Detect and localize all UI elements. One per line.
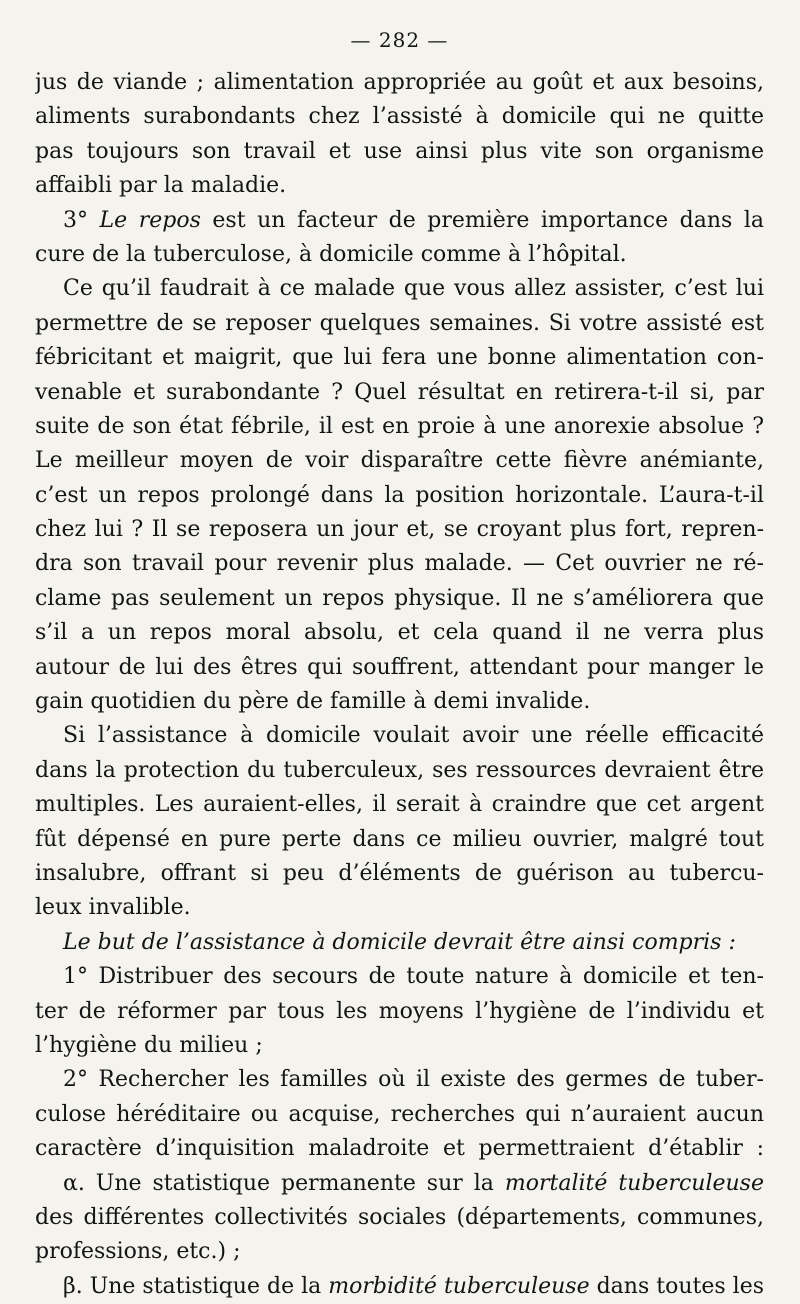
text-line: permettre de se reposer quelques semaines. Si votre assisté est (35, 310, 764, 336)
text-line: jus de viande ; alimentation appropriée au goût et aux besoins, (35, 70, 764, 95)
text-run: α. Une statistique permanente sur la (63, 1170, 505, 1196)
text-line: cure de la tuberculose, à domicile comme à l’hôpital. (35, 241, 627, 267)
text-line-repos (35, 204, 764, 238)
text-line: gain quotidien du père de famille à demi invalide. (35, 689, 591, 715)
page-number: — 282 — (350, 28, 449, 52)
italic-run: Le repos (99, 207, 201, 233)
text-block (35, 66, 764, 1304)
text-line: autour de lui des êtres qui souffrent, attendant pour manger le (35, 654, 764, 680)
text-line: clame pas seulement un repos physique. Il ne s’améliorera que (35, 585, 764, 611)
text-line: aliments surabondants chez l’assisté à domicile qui ne quitte (35, 104, 764, 130)
text-line: professions, etc.) ; (35, 1239, 241, 1265)
text-line: Ce qu’il faudrait à ce malade que vous allez assister, c’est lui (63, 276, 764, 302)
text-line: insalubre, offrant si peu d’éléments de guérison au tubercu- (35, 860, 764, 886)
text-line: affaibli par la maladie. (35, 173, 287, 199)
text-line: dra son travail pour revenir plus malade. — Cet ouvrier ne ré- (35, 551, 764, 577)
text-line: suite de son état fébrile, il est en proie à une anorexie absolue ? (35, 413, 764, 439)
text-run: dans toutes les (589, 1273, 764, 1299)
text-line: culose héréditaire ou acquise, recherches qui n’auraient aucun (35, 1101, 764, 1127)
text-line-beta (35, 1270, 764, 1304)
text-line: 2° Rechercher les familles où il existe des germes de tuber- (63, 1067, 764, 1093)
italic-run: morbidité tuberculeuse (328, 1273, 590, 1299)
text-line: chez lui ? Il se reposera un jour et, se croyant plus fort, repren- (35, 517, 764, 543)
text-line: c’est un repos prolongé dans la position horizontale. L’aura-t-il (35, 482, 764, 508)
text-line: pas toujours son travail et use ainsi plus vite son organisme (35, 138, 764, 164)
text-run: est un facteur de première importance dans la (200, 207, 764, 233)
text-line: Si l’assistance à domicile voulait avoir une réelle efficacité (63, 723, 764, 749)
text-line: fût dépensé en pure perte dans ce milieu ouvrier, malgré tout (35, 826, 764, 852)
text-line: 1° Distribuer des secours de toute nature à domicile et ten- (63, 964, 764, 990)
text-line: venable et surabondante ? Quel résultat en retirera-t-il si, par (35, 379, 764, 405)
italic-heading-line: Le but de l’assistance à domicile devrait être ainsi compris : (63, 929, 736, 955)
text-line: leux invalible. (35, 895, 191, 921)
text-run: 3° (63, 207, 100, 233)
italic-run: mortalité tuberculeuse (504, 1170, 764, 1196)
text-line-alpha (35, 1167, 764, 1201)
text-line: dans la protection du tuberculeux, ses ressources devraient être (35, 757, 764, 783)
text-line: s’il a un repos moral absolu, et cela quand il ne verra plus (35, 620, 764, 646)
text-run: β. Une statistique de la (63, 1273, 329, 1299)
text-line: caractère d’inquisition maladroite et permettraient d’établir : (35, 1136, 764, 1162)
text-line: Le meilleur moyen de voir disparaître cette fièvre anémiante, (35, 448, 764, 474)
text-line: des différentes collectivités sociales (départements, communes, (35, 1204, 764, 1230)
text-line: ter de réformer par tous les moyens l’hygiène de l’individu et (35, 998, 764, 1024)
text-line: fébricitant et maigrit, que lui fera une bonne alimentation con- (35, 345, 764, 371)
text-line: l’hygiène du milieu ; (35, 1032, 263, 1058)
text-line: multiples. Les auraient-elles, il serait à craindre que cet argent (35, 792, 764, 818)
